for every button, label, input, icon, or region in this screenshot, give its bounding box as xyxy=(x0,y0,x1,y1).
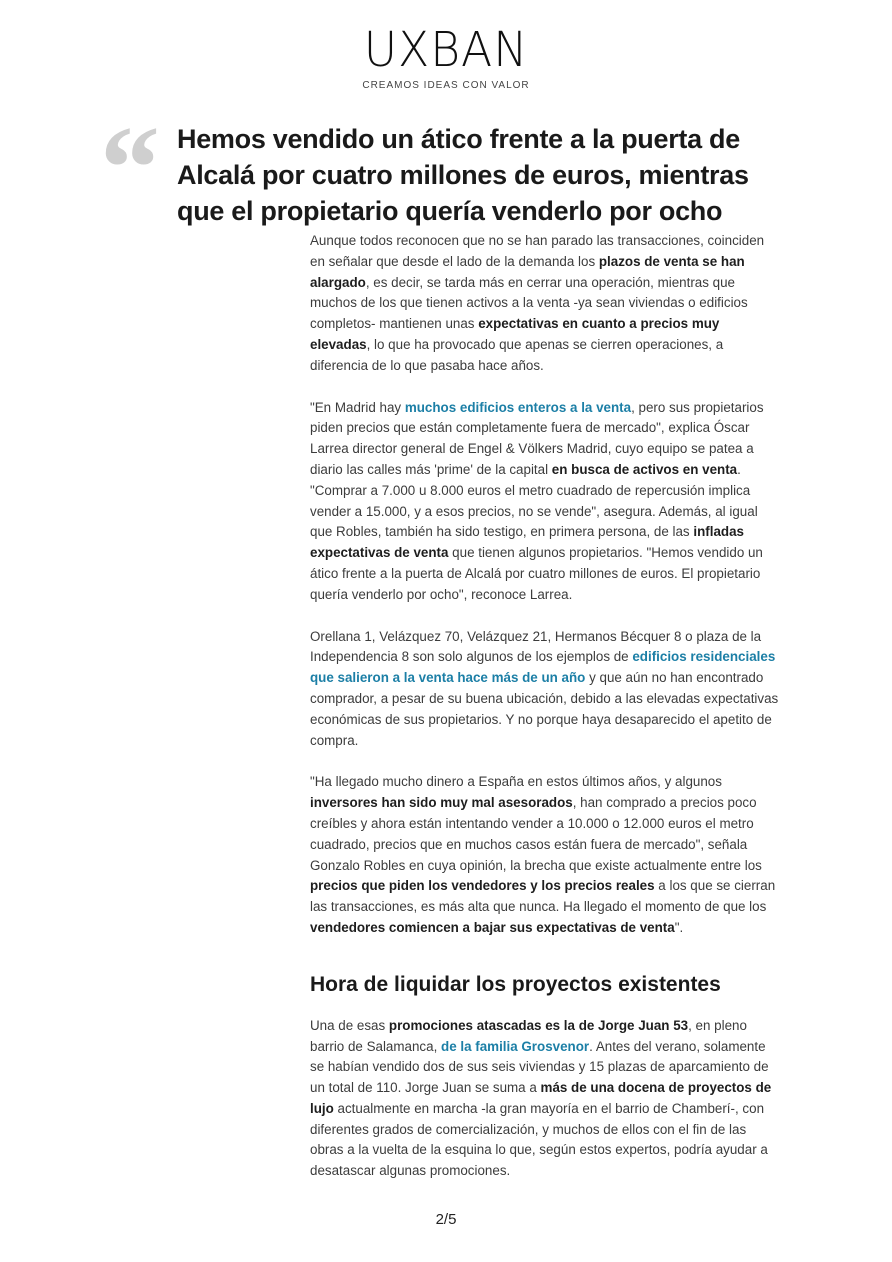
text-run: , pero sus propietarios piden precios que están completamente fuera de mercado", explica Óscar Larrea director general de Engel & Völkers Madrid, cuyo equipo se patea a diario las calles más 'prime' de la capital xyxy=(310,399,764,477)
link-familia-grosvenor[interactable]: de la familia Grosvenor xyxy=(441,1038,590,1054)
article-body xyxy=(310,231,782,1203)
text-run: , han comprado a precios poco creíbles y ahora están intentando vender a 10.000 o 12.000 euros el metro cuadrado, precios que en muchos casos están fuera de mercado", señala Gonzalo Robles en cuya opinión, la brecha que existe actualmente entre los xyxy=(310,795,762,873)
paragraph-4 xyxy=(310,772,782,938)
text-run: "En Madrid hay xyxy=(310,399,405,415)
bold-text: inversores han sido muy mal asesorados xyxy=(310,795,573,811)
page-number: 2/5 xyxy=(435,1211,457,1228)
text-run: Una de esas xyxy=(310,1017,389,1033)
bold-text: infladas expectativas de venta xyxy=(310,524,744,561)
link-edificios-venta[interactable]: muchos edificios enteros a la venta xyxy=(404,399,632,415)
paragraph-2 xyxy=(310,398,782,606)
bold-text: precios que piden los vendedores y los precios reales xyxy=(310,878,655,894)
text-run: . Antes del verano, solamente se habían vendido dos de sus seis viviendas y 15 plazas de aparcamiento de un total de 110. Jorge Juan se suma a xyxy=(310,1038,769,1096)
pullquote: Hemos vendido un ático frente a la puerta de Alcalá por cuatro millones de euros, mientras que el propietario quería venderlo por ocho xyxy=(177,124,749,226)
text-run: ". xyxy=(674,919,684,935)
paragraph-3 xyxy=(310,627,782,752)
text-run: actualmente en marcha -la gran mayoría en el barrio de Chamberí-, con diferentes grados de comercialización, y muchos de ellos con el fin de las obras a la vuelta de la esquina lo que, según estos expertos, podría ayudar a desatascar algunas promociones. xyxy=(310,1100,768,1179)
logo-tagline: CREAMOS IDEAS CON VALOR xyxy=(362,80,530,91)
link-edificios-residenciales[interactable]: edificios residenciales que salieron a la venta hace más de un año xyxy=(310,649,776,686)
brand-logo[interactable] xyxy=(0,24,892,91)
text-run: Orellana 1, Velázquez 70, Velázquez 21, Hermanos Bécquer 8 o plaza de la Independencia 8 son solo algunos de los ejemplos de xyxy=(310,628,762,665)
text-run: "Ha llegado mucho dinero a España en estos últimos años, y algunos xyxy=(310,774,722,790)
text-run: , lo que ha provocado que apenas se cierren operaciones, a diferencia de lo que pasaba hace años. xyxy=(310,336,724,373)
bold-text: más de una docena de proyectos de lujo xyxy=(310,1080,772,1116)
bold-text: expectativas en cuanto a precios muy elevadas xyxy=(310,316,720,352)
bold-text: plazos de venta se han alargado xyxy=(310,253,745,290)
text-run: y que aún no han encontrado comprador, a pesar de su buena ubicación, debido a las elevadas expectativas económicas de sus propietarios. Y no porque haya desaparecido el apetito de compra. xyxy=(310,670,779,748)
paragraph-1 xyxy=(310,231,782,377)
quote-mark-icon: “ xyxy=(100,101,160,234)
bold-text: vendedores comiencen a bajar sus expectativas de venta xyxy=(310,919,675,935)
section-heading: Hora de liquidar los proyectos existentes xyxy=(310,972,721,996)
text-run: que tienen algunos propietarios. "Hemos vendido un ático frente a la puerta de Alcalá por cuatro millones de euros. El propietario quería venderlo por ocho", reconoce Larrea. xyxy=(310,545,763,602)
paragraph-5 xyxy=(310,1016,782,1182)
bold-text: promociones atascadas es la de Jorge Juan 53 xyxy=(388,1017,689,1033)
text-run: Aunque todos reconocen que no se han parado las transacciones, coinciden en señalar que desde el lado de la demanda los xyxy=(310,233,765,269)
text-run: , es decir, se tarda más en cerrar una operación, mientras que muchos de los que tienen activos a la venta -ya sean viviendas o edificios completos- mantienen unas xyxy=(310,274,748,332)
text-run: a los que se cierran las transacciones, es más alta que nunca. Ha llegado el momento de que los xyxy=(310,878,776,915)
bold-text: en busca de activos en venta xyxy=(551,461,738,477)
text-run: , en pleno barrio de Salamanca, xyxy=(310,1017,747,1054)
text-run: . "Comprar a 7.000 u 8.000 euros el metro cuadrado de repercusión implica vender a 15.000, y a esos precios, no se vende", asegura. Además, al igual que Robles, también ha sido testigo, en primera persona, de las xyxy=(310,461,758,540)
logo-wordmark: UXBAN xyxy=(363,22,529,78)
